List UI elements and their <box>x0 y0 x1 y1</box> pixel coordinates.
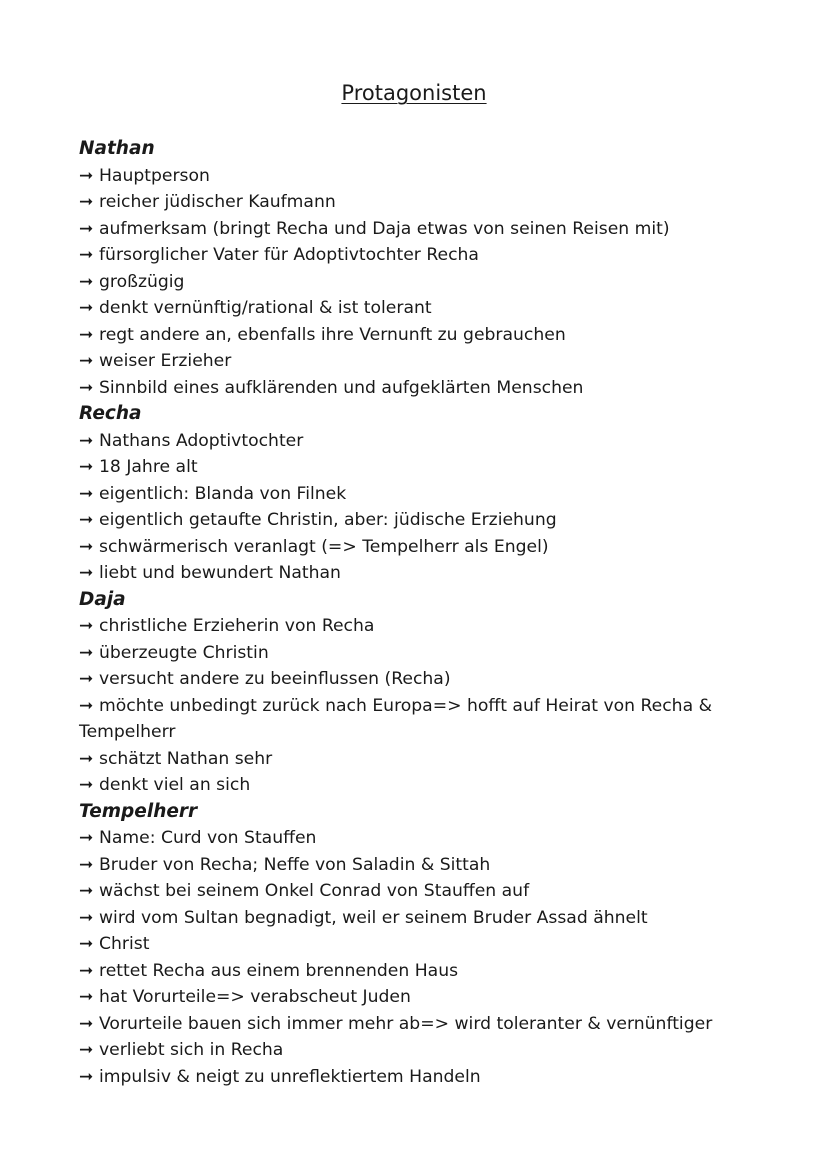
arrow-icon: ➞ <box>79 218 94 239</box>
section-recha <box>79 401 759 587</box>
section-tempelherr <box>79 799 759 1091</box>
list-item: ➞ liebt und bewundert Nathan <box>79 560 759 587</box>
section-daja <box>79 587 759 799</box>
arrow-icon: ➞ <box>79 669 94 689</box>
arrow-icon: ➞ <box>79 960 94 981</box>
arrow-icon: ➞ <box>79 245 94 265</box>
list-item: ➞ weiser Erzieher <box>79 348 759 375</box>
arrow-icon: ➞ <box>79 563 94 583</box>
section-heading: Daja <box>79 588 126 610</box>
arrow-icon: ➞ <box>79 1040 94 1060</box>
list-item: ➞ reicher jüdischer Kaufmann <box>79 189 759 216</box>
arrow-icon: ➞ <box>79 192 94 212</box>
arrow-icon: ➞ <box>79 881 94 901</box>
arrow-icon: ➞ <box>79 324 94 345</box>
list-item: ➞ wird vom Sultan begnadigt, weil er seinem Bruder Assad ähnelt <box>79 905 759 932</box>
arrow-icon: ➞ <box>79 775 94 795</box>
list-item: ➞ 18 Jahre alt <box>79 454 759 481</box>
section-heading: Recha <box>79 403 142 424</box>
list-item: ➞ Christ <box>79 931 759 958</box>
list-item: ➞ großzügig <box>79 269 759 296</box>
arrow-icon: ➞ <box>79 748 94 769</box>
character-list <box>79 136 759 1090</box>
arrow-icon: ➞ <box>79 377 94 398</box>
arrow-icon: ➞ <box>79 934 94 954</box>
list-item: ➞ regt andere an, ebenfalls ihre Vernunft zu gebrauchen <box>79 322 759 349</box>
arrow-icon: ➞ <box>79 165 94 186</box>
arrow-icon: ➞ <box>79 642 94 663</box>
section-heading: Nathan <box>79 138 155 159</box>
list-item: ➞ Vorurteile bauen sich immer mehr ab=> wird toleranter & vernünftiger <box>79 1011 759 1038</box>
list-item: ➞ fürsorglicher Vater für Adoptivtochter Recha <box>79 242 759 269</box>
arrow-icon: ➞ <box>79 430 94 451</box>
list-item: ➞ eigentlich: Blanda von Filnek <box>79 481 759 508</box>
list-item: ➞ Nathans Adoptivtochter <box>79 428 759 455</box>
section-nathan <box>79 136 759 401</box>
list-item: ➞ eigentlich getaufte Christin, aber: jüdische Erziehung <box>79 507 759 534</box>
arrow-icon: ➞ <box>79 1066 94 1087</box>
arrow-icon: ➞ <box>79 907 94 928</box>
list-item: ➞ schwärmerisch veranlagt (=> Tempelherr als Engel) <box>79 534 759 561</box>
list-item: ➞ rettet Recha aus einem brennenden Haus <box>79 958 759 985</box>
list-item: ➞ denkt viel an sich <box>79 772 759 799</box>
arrow-icon: ➞ <box>79 536 94 557</box>
list-item: ➞ schätzt Nathan sehr <box>79 746 759 773</box>
list-item: ➞ christliche Erzieherin von Recha <box>79 613 759 640</box>
section-heading: Tempelherr <box>79 800 198 822</box>
arrow-icon: ➞ <box>79 351 94 371</box>
arrow-icon: ➞ <box>79 271 94 292</box>
list-item: ➞ denkt vernünftig/rational & ist tolerant <box>79 295 759 322</box>
list-item: ➞ versucht andere zu beeinflussen (Recha) <box>79 666 759 693</box>
list-item: ➞ Hauptperson <box>79 163 759 190</box>
list-item: ➞ hat Vorurteile=> verabscheut Juden <box>79 984 759 1011</box>
arrow-icon: ➞ <box>79 828 94 848</box>
arrow-icon: ➞ <box>79 457 94 477</box>
page-title: Protagonisten <box>341 81 487 105</box>
arrow-icon: ➞ <box>79 1013 94 1034</box>
list-item: ➞ überzeugte Christin <box>79 640 759 667</box>
arrow-icon: ➞ <box>79 616 94 636</box>
arrow-icon: ➞ <box>79 298 94 318</box>
list-item: ➞ impulsiv & neigt zu unreflektiertem Handeln <box>79 1064 759 1091</box>
list-item: ➞ Sinnbild eines aufklärenden und aufgeklärten Menschen <box>79 375 759 402</box>
arrow-icon: ➞ <box>79 987 94 1007</box>
list-item: ➞ Bruder von Recha; Neffe von Saladin & Sittah <box>79 852 759 879</box>
arrow-icon: ➞ <box>79 510 94 530</box>
arrow-icon: ➞ <box>79 695 94 716</box>
list-item: ➞ verliebt sich in Recha <box>79 1037 759 1064</box>
list-item: ➞ möchte unbedingt zurück nach Europa=> hofft auf Heirat von Recha & Tempelherr <box>79 693 759 746</box>
list-item: ➞ Name: Curd von Stauffen <box>79 825 759 852</box>
list-item: ➞ aufmerksam (bringt Recha und Daja etwas von seinen Reisen mit) <box>79 216 759 243</box>
list-item: ➞ wächst bei seinem Onkel Conrad von Stauffen auf <box>79 878 759 905</box>
arrow-icon: ➞ <box>79 483 94 504</box>
arrow-icon: ➞ <box>79 854 94 875</box>
